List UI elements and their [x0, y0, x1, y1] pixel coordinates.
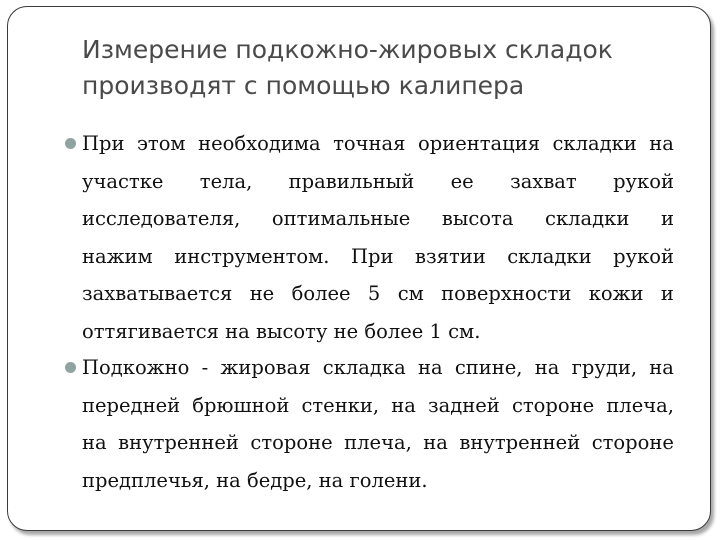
word: стенки,	[301, 393, 380, 417]
bullet-line	[82, 200, 674, 238]
word: на	[423, 431, 448, 454]
word: на	[417, 356, 443, 379]
word: груди,	[571, 356, 638, 379]
bullet-marker	[65, 362, 76, 373]
word: рукой	[613, 169, 674, 193]
bullet-item	[82, 349, 674, 499]
word: не	[249, 282, 275, 305]
word: на	[649, 356, 674, 379]
word: захватывается	[82, 282, 233, 305]
word: ее	[450, 169, 474, 193]
word: плеча,	[606, 393, 674, 417]
word: брюшной	[192, 393, 290, 417]
word: инструментом.	[174, 244, 330, 268]
word: При	[351, 244, 394, 268]
word: При	[82, 132, 125, 155]
bullet-line: оттягивается на высоту не более 1 см.	[82, 319, 481, 343]
bullet-line	[82, 387, 674, 425]
word: на	[82, 431, 107, 454]
bullet-line	[82, 125, 674, 163]
word: нажим	[82, 244, 153, 268]
word: оптимальные	[271, 207, 411, 230]
word: тела,	[199, 169, 253, 193]
word: взятии	[415, 244, 486, 268]
title-line: Измерение подкожно-жировых складок	[82, 35, 613, 64]
word: и	[660, 282, 674, 305]
word: необходима	[198, 132, 321, 155]
word: спине,	[454, 356, 523, 379]
word: захват	[510, 169, 577, 193]
word: складка	[322, 356, 406, 379]
bullet-line	[82, 349, 674, 387]
word: кожи	[588, 282, 644, 305]
word: на	[534, 356, 560, 379]
bullet-item	[82, 125, 674, 350]
word: более	[291, 282, 351, 305]
bullet-line	[82, 163, 674, 201]
word: точная	[333, 132, 406, 155]
word: жировая	[220, 356, 311, 379]
word: поверхности	[441, 282, 572, 305]
word: правильный	[288, 169, 415, 193]
word: рукой	[613, 244, 674, 268]
word: плеча,	[344, 431, 412, 454]
word: на	[391, 393, 416, 417]
word: задней	[428, 393, 500, 417]
word: стороне	[591, 431, 674, 454]
word: Подкожно	[82, 356, 190, 379]
word: стороне	[511, 393, 595, 417]
word: исследователя,	[82, 207, 241, 230]
bullet-line	[82, 238, 674, 276]
bullet-line	[82, 424, 674, 462]
bullet-marker	[65, 138, 76, 149]
word: ориентация	[417, 132, 540, 155]
word: -	[201, 356, 209, 379]
word: высота	[441, 207, 514, 230]
word: 5	[367, 282, 381, 305]
word: складки	[545, 207, 630, 230]
word: на	[649, 132, 674, 155]
word: этом	[136, 132, 186, 155]
word: участке	[82, 169, 164, 193]
word: см	[397, 282, 424, 305]
title-line: производят с помощью калипера	[82, 71, 525, 100]
word: складки	[507, 244, 592, 268]
word: внутренней	[459, 431, 581, 454]
bullet-line	[82, 275, 674, 313]
slide-title	[82, 32, 682, 104]
word: стороне	[250, 431, 333, 454]
bullet-line: предплечья, на бедре, на голени.	[82, 468, 428, 492]
word: передней	[82, 393, 181, 417]
word: внутренней	[118, 431, 239, 454]
word: складки	[552, 132, 637, 155]
word: и	[660, 207, 674, 230]
